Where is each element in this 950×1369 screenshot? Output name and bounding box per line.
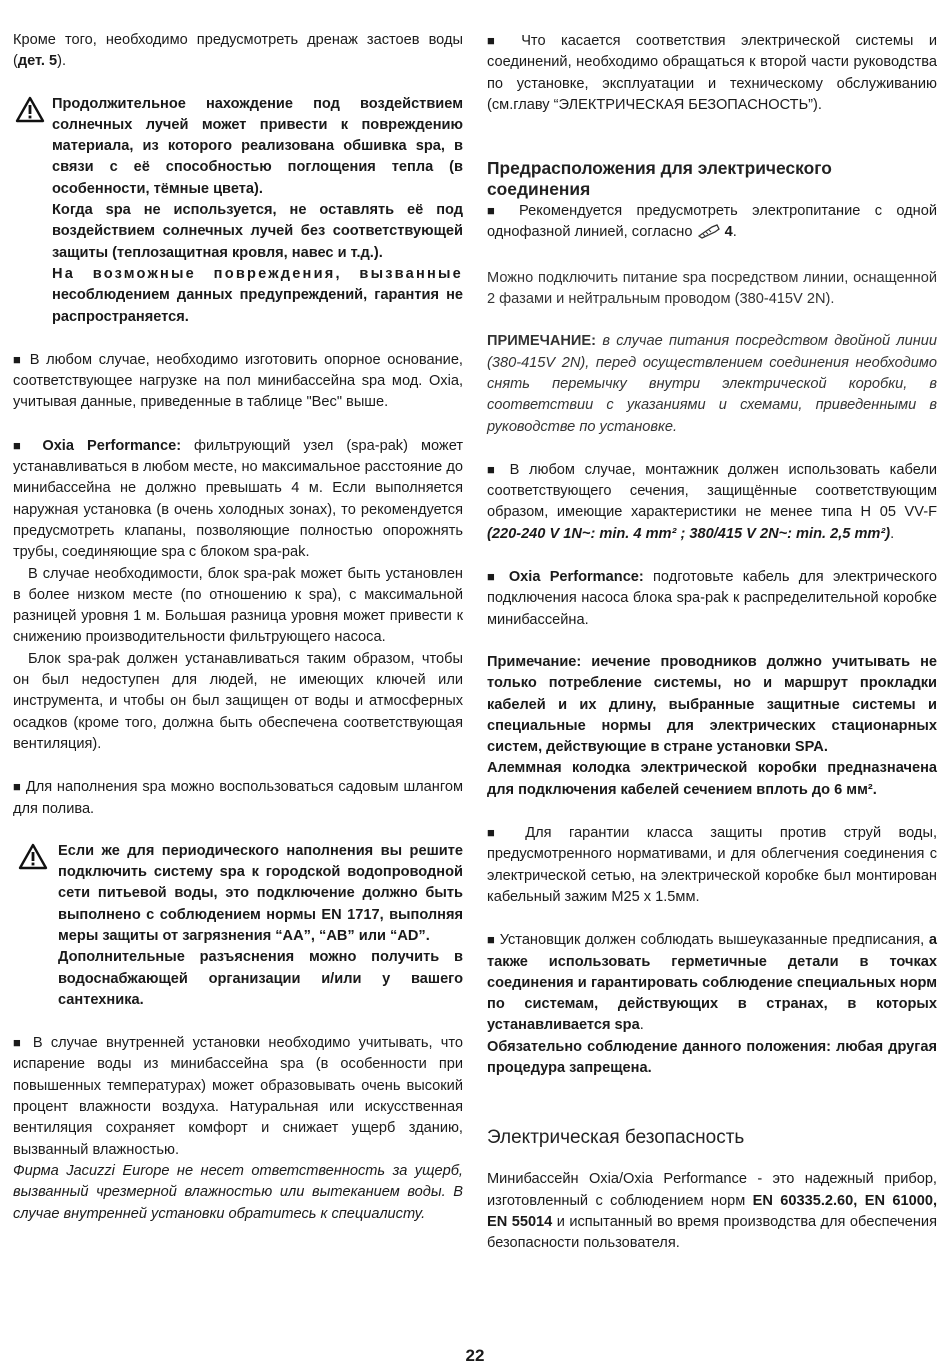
installer-paragraph: ■ Установщик должен соблюдать вышеуказанные предписания, а также использовать герметичные детали в точках соединения и гарантировать соблюдение специальных норм по системам, действующих в странах, в которых устанавливается spa. bbox=[487, 932, 938, 1034]
drainage-paragraph: Кроме того, необходимо предусмотреть дренаж застоев воды (дет. 5). bbox=[13, 32, 463, 70]
filling-paragraph: ■ Для наполнения spa можно воспользоваться садовым шлангом для полива. bbox=[13, 779, 463, 817]
electrical-safety-heading: Электрическая безопасность bbox=[487, 1127, 745, 1149]
sun-warning-text: Продолжительное нахождение под воздействием солнечных лучей может привести к повреждению материала, из которого реализована обшивка spa, в связи с её способностью поглощения тепла (в особенности, тёмные цвета). bbox=[52, 95, 463, 197]
spa-pak-level-paragraph: В случае необходимости, блок spa-pak может быть установлен в более низком месте (по отношению к spa), с максимальной разницей уровня 1 м. Большая разница уровня может привести к снижению производительности фильтрующего насоса. bbox=[13, 565, 463, 646]
humidity-paragraph: ■ В случае внутренней установки необходимо учитывать, что испарение воды из минибассейна spa (в особенности при повышенных температурах) может образовывать очень высокий процент влажности воздуха. Натуральная или искусственная вентиляция сохраняет комфорт и снижает ущерб зданию, вызванный влажностью. bbox=[13, 1035, 463, 1158]
bullet-square-icon: ■ bbox=[13, 437, 43, 453]
bullet-square-icon: ■ bbox=[487, 461, 510, 477]
water-warning-text: Если же для периодического наполнения вы решите подключить систему spa к городской водопроводной сети питьевой воды, это подключение должно быть выполнено с соблюдением нормы EN 1717, выполняя меры защиты от загрязнения “AA”, “AB” или “AD”. bbox=[58, 842, 463, 944]
page-number: 22 bbox=[465, 1346, 485, 1365]
liability-note: Фирма Jacuzzi Europe не несет ответственность за ущерб, вызванный чрезмерной влажностью или вытеканием воды. В случае внутренней установки обратитесь к специалисту. bbox=[13, 1162, 463, 1222]
bullet-square-icon: ■ bbox=[487, 33, 522, 48]
tool-icon bbox=[697, 223, 721, 246]
bullet-square-icon: ■ bbox=[13, 779, 26, 795]
cable-gland-paragraph: ■ Для гарантии класса защиты против струй воды, предусмотренного нормативами, и для облегчения соединения с электрической сетью, на электрической коробке был монтирован кабельный зажим M25 x 1.5мм. bbox=[487, 825, 937, 905]
warning-icon bbox=[15, 96, 45, 123]
bullet-square-icon: ■ bbox=[487, 932, 500, 948]
warning-icon bbox=[18, 843, 48, 870]
sun-warning bbox=[13, 94, 463, 328]
sun-warning-text-3a: На возможные повреждения, вызванные bbox=[52, 265, 463, 282]
sun-warning-text-2: Когда spa не используется, не оставлять её под воздействием солнечных лучей без соответствующей защиты (теплозащитная кровля, навес и т.д.). bbox=[52, 202, 463, 261]
electrical-connection-heading: Предрасположения для электрического соединения bbox=[487, 158, 832, 200]
safety-paragraph: Минибассейн Oxia/Oxia Performance - это надежный прибор, изготовленный с соблюдением норм EN 60335.2.60, EN 61000, EN 55014 и испытанный во время производства для обеспечения безопасности пользователя. bbox=[487, 1171, 937, 1252]
bullet-square-icon: ■ bbox=[13, 351, 30, 367]
mandatory-note: Обязательно соблюдение данного положения: любая другая процедура запрещена. bbox=[487, 1038, 937, 1076]
power-line-paragraph: ■ Рекомендуется предусмотреть электропитание с одной однофазной линией, согласно 4. bbox=[487, 200, 937, 247]
conductor-note: Примечание: иечение проводников должно учитывать не только потребление системы, но и маршрут прокладки кабелей и их длину, выбранные защитные системы и специальные нормы для электрических стационарных систем, действующие в стране установки SPA. bbox=[487, 653, 937, 756]
electrical-reference-paragraph: ■ Что касается соответствия электрической системы и соединений, необходимо обращаться к второй части руководства по установке, эксплуатации и техническому обслуживанию (см.главу “ЭЛЕКТРИЧЕСКАЯ БЕЗОПАСНОСТЬ”). bbox=[487, 33, 937, 113]
terminal-block-note: Алеммная колодка электрической коробки предназначена для подключения кабелей сечением вплоть до 6 мм². bbox=[487, 760, 937, 798]
bullet-square-icon: ■ bbox=[487, 825, 526, 841]
right-column bbox=[487, 30, 937, 1254]
bullet-square-icon: ■ bbox=[487, 569, 509, 585]
spa-pak-access-paragraph: Блок spa-pak должен устанавливаться таким образом, чтобы он был недоступен для людей, не имеющих ключей или инструмента, и чтобы он был защищен от воды и атмосферных осадков (кроме того, должна быть обеспечена соответствующая вентиляция). bbox=[13, 650, 463, 752]
sun-warning-text-3b: несоблюдением данных предупреждений, гарантия не распространяется. bbox=[52, 287, 463, 325]
water-warning-text-2: Дополнительные разъяснения можно получить в водоснабжающей организации и/или у вашего сантехника. bbox=[58, 949, 463, 1008]
double-line-note: ПРИМЕЧАНИЕ: в случае питания посредством двойной линии (380-415V 2N), перед осуществлением соединения необходимо снять перемычку внутри электрической коробки, в соответствии с указаниями и схемами, приведенными в руководстве по установке. bbox=[487, 333, 937, 435]
bullet-square-icon: ■ bbox=[13, 1035, 33, 1051]
water-network-warning bbox=[13, 841, 463, 1011]
spa-pak-paragraph: ■ Oxia Performance: фильтрующий узел (spa-pak) может устанавливаться в любом месте, но максимальное расстояние до минибассейна не должно превышать 4 м. Если выполняется наружная установка (в очень холодных зонах), то рекомендуется предусмотреть клапаны, позволяющие полностью опорожнять трубы, соединяющие spa с блоком spa-pak. bbox=[13, 437, 464, 561]
left-column bbox=[13, 30, 463, 1225]
two-phase-paragraph: Можно подключить питание spa посредством линии, оснащенной 2 фазами и нейтральным проводом (380-415V 2N). bbox=[487, 269, 937, 308]
cable-section-paragraph: ■ В любом случае, монтажник должен использовать кабели соответствующего сечения, защищённые соответствующим образом, имеющие характеристики не менее типа H 05 VV-F (220-240 V 1N~: min. 4 mm² ; 380/415 V 2N~: min. 2,5 mm²). bbox=[487, 461, 937, 542]
bullet-square-icon: ■ bbox=[487, 203, 520, 219]
pump-cable-paragraph: ■ Oxia Performance: подготовьте кабель для электрического подключения насоса блока spa-pak к распределительной коробке минибассейна. bbox=[487, 569, 937, 628]
base-paragraph: ■ В любом случае, необходимо изготовить опорное основание, соответствующее нагрузке на пол минибассейна spa мод. Oxia, учитывая данные, приведенные в таблице "Вес" выше. bbox=[13, 351, 463, 411]
